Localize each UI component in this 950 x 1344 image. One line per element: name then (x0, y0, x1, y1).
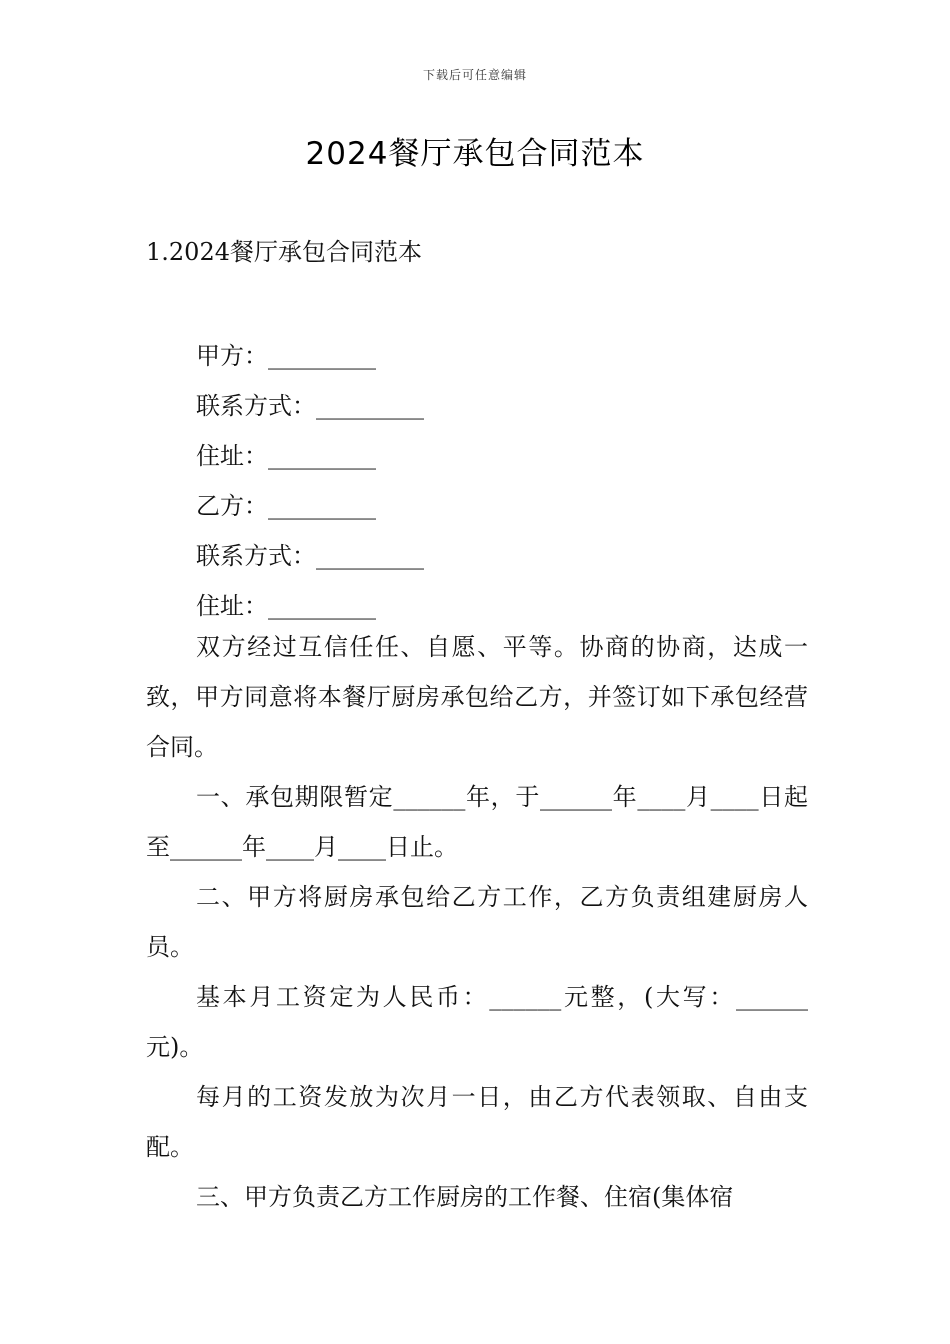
field-label: 联系方式： (196, 392, 316, 420)
paragraph-payment: 每月的工资发放为次月一日，由乙方代表领取、自由支配。 (146, 1083, 808, 1161)
paragraph-agreement: 双方经过互信任任、自愿、平等。协商的协商，达成一致，甲方同意将本餐厅厨房承包给乙方，并签订如下承包经营合同。 (146, 633, 808, 761)
field-blank: _________ (268, 592, 376, 620)
header-note: 下载后可任意编辑 (422, 68, 527, 82)
field-label: 住址： (196, 442, 268, 470)
field-label: 乙方： (196, 492, 268, 520)
contract-body (146, 622, 808, 1222)
party-a-field (196, 336, 376, 371)
party-b-field (196, 486, 376, 521)
field-label: 住址： (196, 592, 268, 620)
party-b-contact-field (196, 536, 424, 571)
paragraph-salary: 基本月工资定为人民币：______元整，(大写：______元)。 (146, 983, 808, 1061)
field-blank: _________ (268, 492, 376, 520)
section-heading: 1.2024餐厅承包合同范本 (146, 238, 422, 266)
party-a-address-field (196, 436, 376, 471)
party-b-address-field (196, 586, 376, 621)
paragraph-term: 一、承包期限暂定______年，于______年____月____日起至______年____月____日止。 (146, 783, 808, 861)
party-a-contact-field (196, 386, 424, 421)
paragraph-meals-lodging: 三、甲方负责乙方工作厨房的工作餐、住宿(集体宿 (196, 1183, 734, 1211)
document-title: 2024餐厅承包合同范本 (305, 136, 645, 172)
field-blank: _________ (316, 542, 424, 570)
field-label: 甲方： (196, 342, 268, 370)
paragraph-staffing: 二、甲方将厨房承包给乙方工作，乙方负责组建厨房人员。 (146, 883, 808, 961)
field-label: 联系方式： (196, 542, 316, 570)
field-blank: _________ (268, 442, 376, 470)
field-blank: _________ (268, 342, 376, 370)
field-blank: _________ (316, 392, 424, 420)
